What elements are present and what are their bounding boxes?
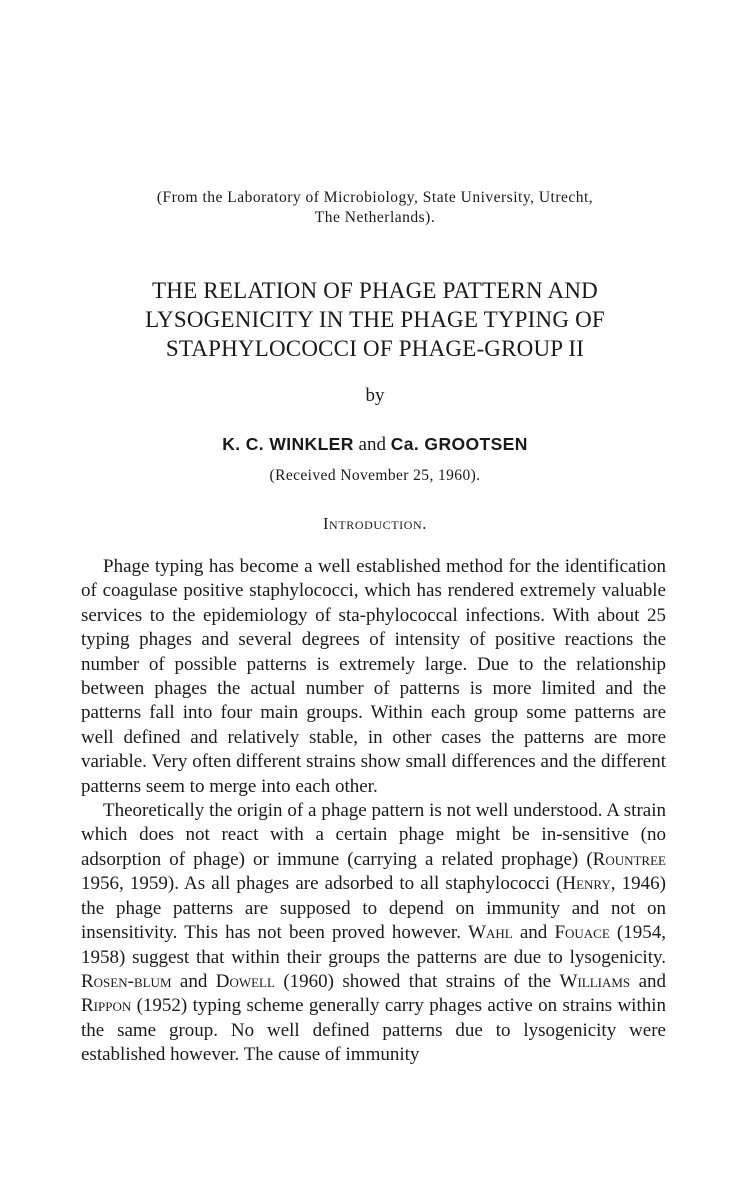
- citation-author: Dowell: [215, 970, 275, 992]
- citation-author: Wahl: [468, 922, 513, 944]
- text-run: (1952) typing scheme generally carry phages active on strains within the same group. No well defined patterns due to lysogenicity were established however. The cause of immunity: [81, 995, 666, 1066]
- title-line-1: THE RELATION OF PHAGE PATTERN AND: [152, 278, 598, 303]
- text-run: Theoretically the origin of a phage pattern is not well understood. A strain which does not react with a certain phage might be in-sensitive (no adsorption of phage) or immune (carrying a related prophage) (: [81, 800, 666, 870]
- received-date: (Received November 25, 1960).: [269, 467, 481, 484]
- text-run: (1960) showed that strains of the: [274, 970, 560, 992]
- text-run: and: [630, 970, 666, 992]
- citation-author: Rountree: [592, 848, 666, 870]
- author-1: K. C. WINKLER: [222, 434, 354, 454]
- paragraph-1: Phage typing has become a well established method for the identification of coagulase positive staphylococci, which has rendered extremely valuable services to the epidemiology of sta-phylococcal infections. With about 25 typing phages and several degrees of intensity of positive reactions the number of possible patterns is extremely large. Due to the relationship between phages the actual number of patterns is more limited and the patterns fall into four main groups. Within each group some patterns are well defined and relatively stable, in other cases the patterns are more variable. Very often different strains show small differences and the different patterns seem to merge into each other.: [81, 556, 666, 797]
- paper-title: [60, 276, 690, 363]
- author-line: [0, 432, 750, 457]
- by-label: by: [365, 385, 385, 406]
- title-line-2: LYSOGENICITY IN THE PHAGE TYPING OF: [145, 307, 605, 332]
- section-heading-introduction: Introduction.: [322, 514, 428, 533]
- text-run: (1954, 1958) suggest that within their groups the patterns are due to lysogenicity.: [81, 922, 667, 968]
- paragraph-2: [81, 799, 666, 1067]
- text-run: and: [171, 970, 216, 992]
- affiliation-line-2: The Netherlands).: [314, 209, 436, 226]
- author-2: Ca. GROOTSEN: [390, 434, 528, 454]
- text-run: and: [512, 922, 555, 944]
- affiliation: [80, 188, 670, 228]
- citation-author: Rippon: [81, 995, 132, 1017]
- title-line-3: STAPHYLOCOCCI OF PHAGE-GROUP II: [165, 336, 585, 361]
- citation-author: Fouace: [554, 922, 610, 944]
- text-run: 1956, 1959). As all phages are adsorbed to all staphylococci (: [81, 873, 563, 895]
- citation-author: Henry: [562, 873, 611, 895]
- author-conjunction: and: [358, 434, 386, 455]
- affiliation-line-1: (From the Laboratory of Microbiology, State University, Utrecht,: [156, 189, 594, 206]
- citation-author: Rosen-blum: [81, 970, 172, 992]
- citation-author: Williams: [559, 970, 631, 992]
- text-run: , 1946) the phage patterns are supposed to depend on immunity and not on insensitivity. This has not been proved however.: [81, 873, 666, 944]
- body-text: [81, 555, 666, 1068]
